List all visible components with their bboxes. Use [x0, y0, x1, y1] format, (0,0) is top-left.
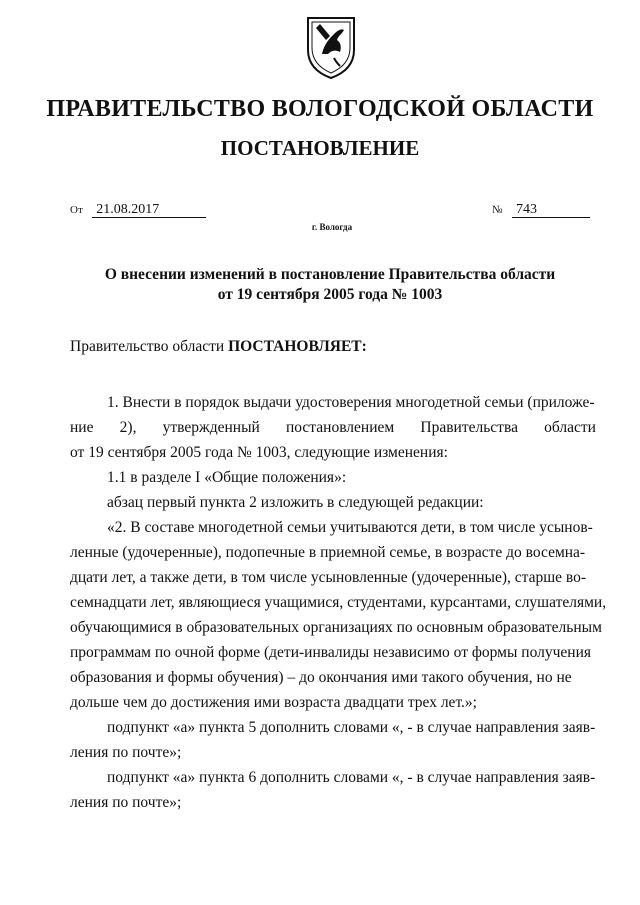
paragraph-line — [70, 415, 596, 440]
heading-line: О внесении изменений в постановление Правительства области — [104, 266, 556, 283]
intro-text: Правительство области — [70, 338, 225, 355]
paragraph-line — [70, 390, 596, 415]
quote-line: «2. В составе многодетной семьи учитываются дети, в том числе усынов- — [107, 519, 593, 536]
paragraph-line: ления по почте»; — [70, 794, 182, 811]
paragraph-line: подпункт «а» пункта 5 дополнить словами «, - в случае направления заяв- — [107, 719, 596, 736]
government-title: ПРАВИТЕЛЬСТВО ВОЛОГОДСКОЙ ОБЛАСТИ — [46, 96, 594, 122]
word: утвержденный — [162, 419, 260, 436]
paragraph-line: 1.1 в разделе I «Общие положения»: — [107, 469, 347, 486]
quote-line: образования и формы обучения) – до окончания ими такого обучения, но не — [70, 669, 572, 686]
paragraph-line: ления по почте»; — [70, 744, 182, 761]
document-heading — [60, 265, 600, 305]
date-row — [70, 202, 206, 218]
word: Правительства — [420, 419, 518, 436]
document-body — [70, 390, 607, 815]
quote-line: программам по очной форме (дети-инвалиды независимо от формы получения — [70, 644, 591, 661]
document-date: 21.08.2017 — [92, 202, 206, 218]
number-row — [492, 202, 590, 218]
quote-line: ленные (удочеренные), подопечные в приемной семье, в возрасте до восемна- — [70, 544, 586, 561]
paragraph-line: подпункт «а» пункта 6 дополнить словами «, - в случае направления заяв- — [107, 769, 596, 786]
document-type: ПОСТАНОВЛЕНИЕ — [220, 136, 420, 160]
intro-paragraph — [70, 338, 367, 356]
intro-decree-word: ПОСТАНОВЛЯЕТ: — [228, 338, 367, 355]
paragraph-line: от 19 сентября 2005 года № 1003, следующие изменения: — [70, 444, 448, 461]
quote-line: дцати лет, а также дети, в том числе усыновленные (удочеренные), старше во- — [70, 569, 587, 586]
quote-line: семнадцати лет, являющиеся учащимися, студентами, курсантами, слушателями, — [70, 594, 607, 611]
paragraph-line: абзац первый пункта 2 изложить в следующей редакции: — [107, 494, 484, 511]
coat-of-arms-icon — [304, 14, 358, 80]
heading-line: от 19 сентября 2005 года № 1003 — [217, 286, 443, 303]
city-label: г. Вологда — [311, 222, 353, 232]
date-label: От — [70, 204, 83, 216]
line-text: 1. Внести в порядок выдачи удостоверения многодетной семьи (приложе- — [107, 394, 595, 411]
word: ние — [70, 419, 94, 436]
word: 2), — [119, 419, 137, 436]
word: постановлением — [286, 419, 395, 436]
document-number: 743 — [512, 202, 590, 218]
number-label: № — [492, 204, 503, 216]
quote-line: обучающимися в образовательных организациях по основным образовательным — [70, 619, 602, 636]
quote-line: дольше чем до достижения ими возраста двадцати трех лет.»; — [70, 694, 477, 711]
word: области — [544, 419, 596, 436]
